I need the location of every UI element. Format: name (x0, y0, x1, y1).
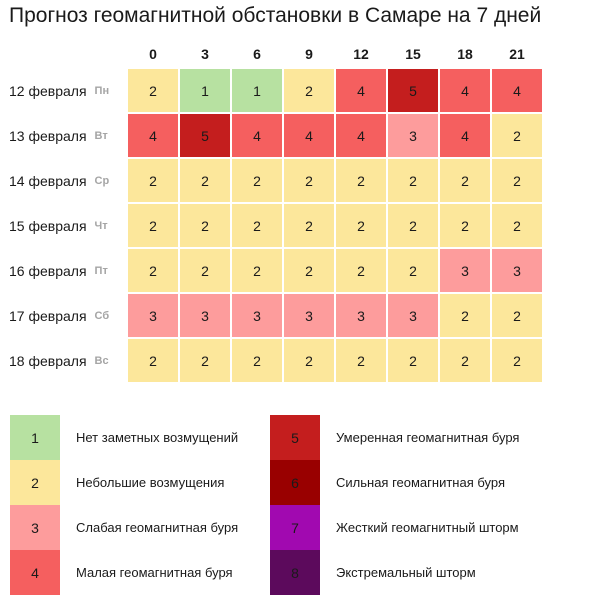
row-date: 12 февраля (9, 82, 87, 99)
hour-header: 3 (201, 46, 209, 62)
forecast-cell: 2 (491, 338, 543, 383)
forecast-cell: 4 (283, 113, 335, 158)
forecast-cell: 4 (491, 68, 543, 113)
forecast-cell: 4 (335, 113, 387, 158)
forecast-cell: 2 (127, 68, 179, 113)
hour-header: 9 (305, 46, 313, 62)
forecast-cell: 3 (231, 293, 283, 338)
forecast-cell: 2 (127, 248, 179, 293)
row-label (9, 68, 109, 113)
forecast-cell: 2 (283, 68, 335, 113)
hour-header: 12 (353, 46, 369, 62)
forecast-cell: 2 (179, 158, 231, 203)
forecast-cell: 2 (283, 203, 335, 248)
forecast-cell: 4 (439, 113, 491, 158)
legend-label: Нет заметных возмущений (76, 430, 239, 445)
legend-label: Малая геомагнитная буря (76, 565, 233, 580)
forecast-cell: 2 (127, 158, 179, 203)
forecast-cell: 2 (231, 338, 283, 383)
forecast-cell: 3 (179, 293, 231, 338)
row-label (9, 113, 108, 158)
legend-label: Слабая геомагнитная буря (76, 520, 239, 535)
row-date: 14 февраля (9, 172, 87, 189)
row-weekday: Пн (94, 84, 110, 97)
hour-header: 15 (405, 46, 421, 62)
hour-header: 0 (149, 46, 157, 62)
forecast-cell: 2 (439, 203, 491, 248)
forecast-cell: 2 (439, 293, 491, 338)
row-weekday: Пт (94, 264, 108, 277)
forecast-cell: 2 (439, 338, 491, 383)
forecast-cell: 2 (335, 248, 387, 293)
forecast-cell: 2 (439, 158, 491, 203)
forecast-cell: 2 (283, 338, 335, 383)
row-date: 13 февраля (9, 127, 87, 144)
legend-swatch: 8 (270, 550, 320, 595)
forecast-cell: 2 (491, 158, 543, 203)
row-date: 17 февраля (9, 307, 87, 324)
forecast-cell: 2 (127, 338, 179, 383)
row-weekday: Сб (94, 309, 110, 322)
forecast-cell: 2 (491, 113, 543, 158)
forecast-cell: 2 (231, 248, 283, 293)
row-weekday: Вт (94, 129, 108, 142)
forecast-cell: 2 (387, 338, 439, 383)
forecast-cell: 3 (387, 293, 439, 338)
forecast-cell: 2 (335, 203, 387, 248)
row-label (9, 203, 108, 248)
hour-header: 6 (253, 46, 261, 62)
legend-swatch: 2 (10, 460, 60, 505)
hour-header: 21 (509, 46, 525, 62)
forecast-cell: 2 (387, 158, 439, 203)
row-label (9, 293, 109, 338)
forecast-cell: 1 (231, 68, 283, 113)
forecast-cell: 2 (335, 338, 387, 383)
forecast-cell: 3 (491, 248, 543, 293)
forecast-cell: 3 (439, 248, 491, 293)
forecast-cell: 4 (439, 68, 491, 113)
forecast-cell: 2 (231, 158, 283, 203)
legend-swatch: 4 (10, 550, 60, 595)
forecast-cell: 2 (179, 338, 231, 383)
legend-label: Умеренная геомагнитная буря (336, 430, 520, 445)
page-title: Прогноз геомагнитной обстановки в Самаре на 7 дней (9, 4, 542, 27)
row-date: 18 февраля (9, 352, 87, 369)
row-date: 16 февраля (9, 262, 87, 279)
legend-swatch: 3 (10, 505, 60, 550)
hour-header: 18 (457, 46, 473, 62)
row-weekday: Ср (94, 174, 110, 187)
forecast-cell: 2 (283, 248, 335, 293)
legend-label: Жесткий геомагнитный шторм (336, 520, 519, 535)
forecast-cell: 1 (179, 68, 231, 113)
legend-swatch: 1 (10, 415, 60, 460)
forecast-cell: 2 (283, 158, 335, 203)
forecast-cell: 5 (387, 68, 439, 113)
legend-label: Сильная геомагнитная буря (336, 475, 505, 490)
forecast-cell: 4 (231, 113, 283, 158)
row-date: 15 февраля (9, 217, 87, 234)
forecast-cell: 3 (283, 293, 335, 338)
forecast-cell: 2 (179, 248, 231, 293)
forecast-cell: 3 (335, 293, 387, 338)
forecast-cell: 4 (127, 113, 179, 158)
forecast-cell: 2 (127, 203, 179, 248)
legend-swatch: 5 (270, 415, 320, 460)
forecast-cell: 4 (335, 68, 387, 113)
forecast-cell: 2 (231, 203, 283, 248)
forecast-cell: 2 (491, 293, 543, 338)
forecast-cell: 2 (387, 203, 439, 248)
forecast-cell: 2 (491, 203, 543, 248)
forecast-cell: 3 (387, 113, 439, 158)
legend-swatch: 7 (270, 505, 320, 550)
row-weekday: Вс (94, 354, 109, 367)
forecast-cell: 2 (387, 248, 439, 293)
forecast-cell: 5 (179, 113, 231, 158)
forecast-cell: 3 (127, 293, 179, 338)
forecast-cell: 2 (179, 203, 231, 248)
row-label (9, 158, 109, 203)
legend-swatch: 6 (270, 460, 320, 505)
legend-label: Небольшие возмущения (76, 475, 225, 490)
row-weekday: Чт (94, 219, 108, 232)
legend-label: Экстремальный шторм (336, 565, 476, 580)
forecast-cell: 2 (335, 158, 387, 203)
row-label (9, 248, 108, 293)
row-label (9, 338, 109, 383)
